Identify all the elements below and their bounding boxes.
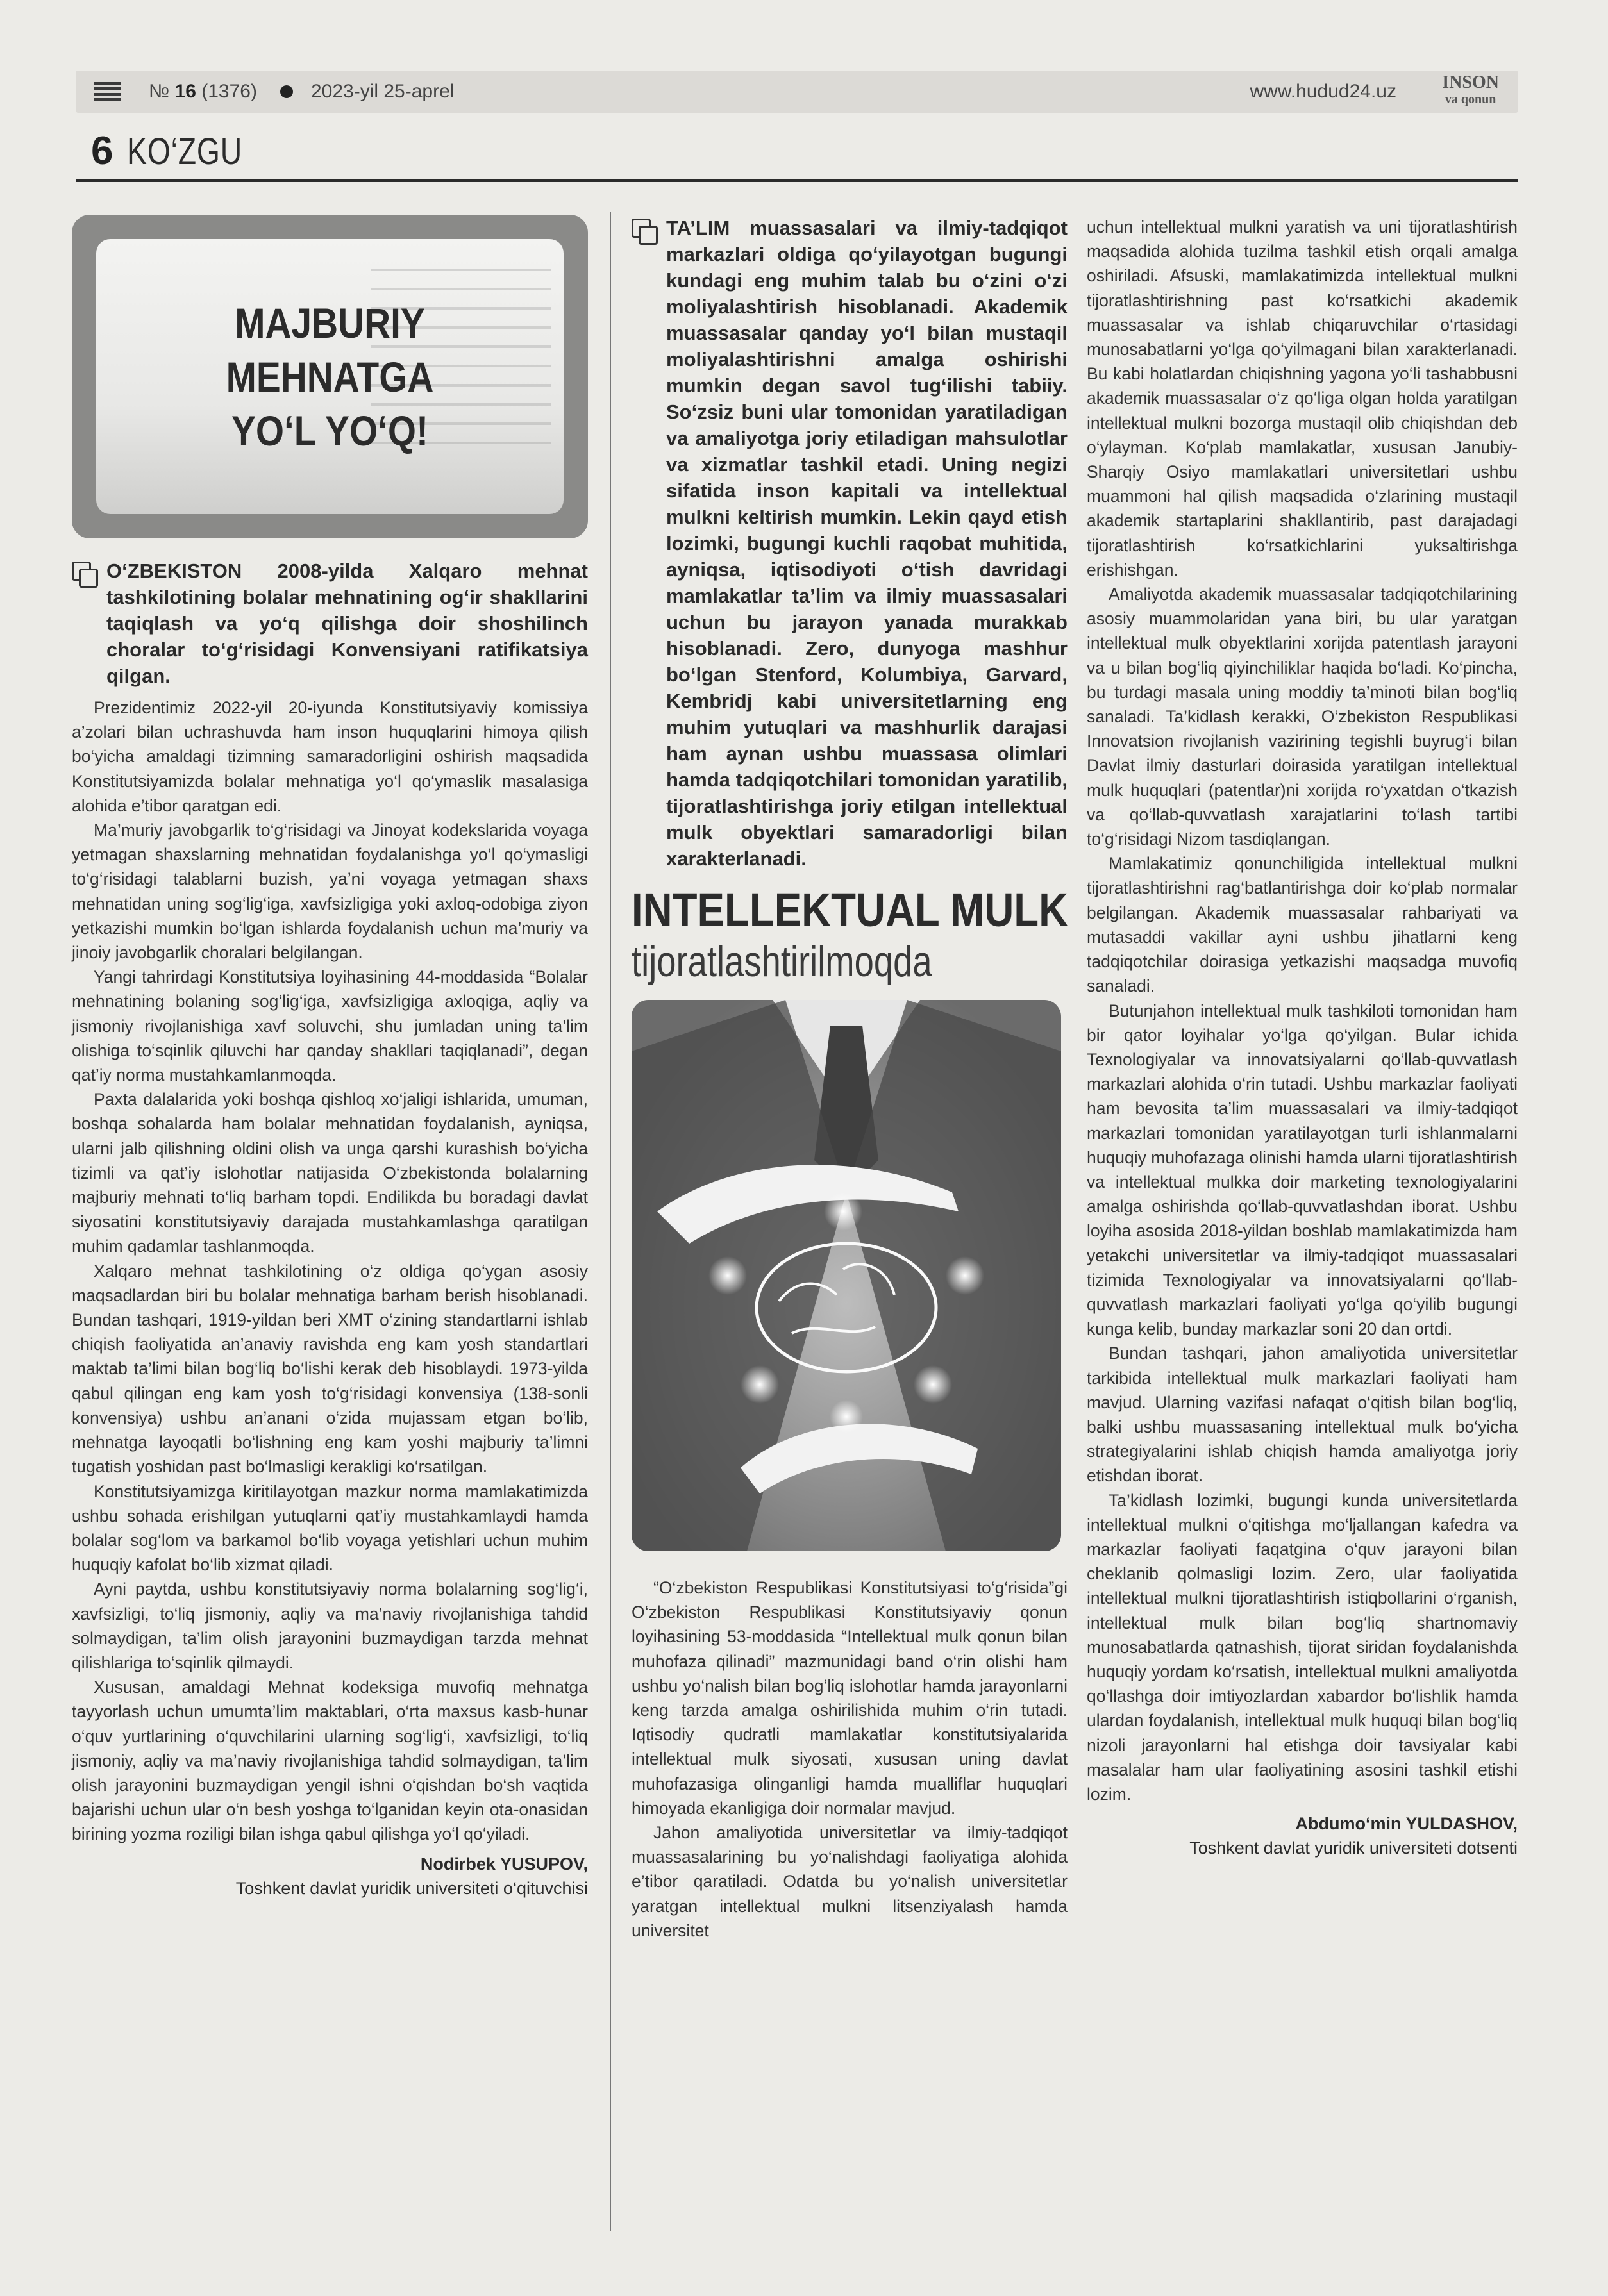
paragraph: Yangi tahrirdagi Konstitutsiya loyihasining 44-moddasida “Bolalar mehnatining bolaning sog‘lig‘iga, xavfsizligiga axloqiga, aqliy va jismoniy rivojlanishiga xavf soluvchi, shu jumladan uning ta’lim olishiga to‘sqinlik qiluvchi har qanday shakllari taqiqlanadi”, degan qat’iy norma mustahkamlanmoqda.: [72, 967, 588, 1085]
article-body: [72, 695, 588, 1847]
menu-icon[interactable]: [94, 82, 121, 101]
article-intellectual-property-continued: [1087, 215, 1518, 1860]
paragraph: “O‘zbekiston Respublikasi Konstitutsiyasi to‘g‘risida”gi O‘zbekiston Respublikasi Konstitutsiyaviy qonun loyihasining 53-moddasida “Intellektual mulk qonun bilan muhofaza qilinadi” mazmunidagi band o‘rin olishi ham ushbu yo‘nalish bilan bog‘liq islohotlar hamda jarayonlarni keng tarzda amalga oshirilishida muhim o‘rin tutadi. Iqtisodiy qudratli mamlakatlar konstitutsiyalarida intellektual mulk siyosati, xususan uning davlat muhofazasiga olinganligi hamda mualliflar huquqlari himoyada ekanligiga doir normalar mavjud.: [632, 1578, 1068, 1818]
paragraph: Prezidentimiz 2022-yil 20-iyunda Konstitutsiyaviy komissiya a’zolari bilan uchrashuvda ham inson huquqlarini himoya qilish bo‘yicha amaldagi tizimning samaradorligini oshirish maqsadida Konstitutsiyamizda bolalar mehnatiga yo‘l qo‘ymaslik masalasiga alohida e’tibor qaratgan edi.: [72, 698, 588, 815]
paragraph: Konstitutsiyamizga kiritilayotgan mazkur norma mamlakatimizda ushbu sohada erishilgan yutuqlarni qat’iy mustahkamlaydi hamda bolalar sog‘lom va barkamol bo‘lib voyaga yetishlari uchun muhim huquqiy kafolat bo‘lib xizmat qiladi.: [72, 1481, 588, 1575]
paragraph: uchun intellektual mulkni yaratish va uni tijoratlashtirish maqsadida alohida tuzilma tashkil etish orqali amalga oshiriladi. Afsuski, mamlakatimizda intellektual mulkni tijoratlashtirishning past ko‘rsatkichi akademik muassasalar va ishlab chiqaruvchilar o‘rtasidagi munosabatlarni yo‘lga qo‘yilmagani bilan xarakterlanadi. Bu kabi holatlardan chiqishning yagona yo‘li tashabbusni akademik muassasalar o‘z qo‘liga olgan holda yaratilgan intellektual mulkni bozorga mustaqil olib chiqishdan deb o‘ylayman. Ko‘plab mamlakatlar, xususan Janubiy-Sharqiy Osiyo mamlakatlari universitetlari ushbu muammoni hal qilish maqsadida o‘zlarining mustaqil akademik startaplarini shakllantirib, past darajadagi tijoratlashtirish ko‘rsatkichlarini yuksaltirishga erishishgan.: [1087, 217, 1518, 579]
website-link[interactable]: www.hudud24.uz: [1250, 81, 1396, 102]
section-name: KO‘ZGU: [127, 131, 243, 172]
paragraph: Xalqaro mehnat tashkilotining o‘z oldiga qo‘ygan asosiy maqsadlardan biri bu bolalar mehnatiga barham berish hisoblanadi. Bundan tashqari, 1919-yildan beri XMT o‘zining standartlarni ishlab chiqish faoliyatida an’anaviy ravishda eng kam yosh standartlari maktab ta’limi bilan bog‘liq bo‘lishi kerak deb hisoblaydi. 1973-yilda qabul qilingan eng kam yosh to‘g‘risidagi konvensiya (138-sonli konvensiya) ushbu an’anani o‘zida mujassam etgan bo‘lib, mehnatga layoqatli bo‘lishning eng kam yoshi majburiy ta’limni tugatish yoshidan past bo‘lmasligi kerakligi ko‘rsatilgan.: [72, 1261, 588, 1477]
paragraph: Ta’kidlash lozimki, bugungi kunda universitetlarda intellektual mulkni o‘qitishga mo‘ljallangan kafedra va markazlar faoliyati faqatgina o‘quv jarayoni bilan cheklanib qolmasligi lozim. Zero, ular faoliyatida intellektual mulkni tijoratlashtirish istiqbollarini o‘rganish, intellektual mulk bilan bog‘liq shartnomaviy munosabatlarda qatnashish, tijorat siridan foydalanishda huquqiy yordam ko‘rsatish, intellektual mulkni amaliyotda qo‘llashga doir imtiyozlardan xabardor bo‘lishlik hamda ulardan foydalanish, intellektual mulk huquqi bilan bog‘liq nizoli jarayonlarni hal etishga doir tavsiyalar kabi masalalar ham ular faoliyatining asosini tashkil etishi lozim.: [1087, 1490, 1518, 1804]
paragraph: Paxta dalalarida yoki boshqa qishloq xo‘jaligi ishlarida, umuman, boshqa sohalarda ham bolalar mehnatidan foydalanish, ayniqsa, ularni jalb qilishning oldini olish va unga qarshi kurashish bo‘yicha tizimli va qat’iy islohotlar natijasida O‘zbekistonda bolalarning majburiy mehnati to‘liq barham topdi. Endilikda bu boradagi davlat siyosatini konstitutsiyaviy darajada mustahkamlashga qaratilgan muhim qadamlar tashlanmoqda.: [72, 1090, 588, 1256]
brain-hands-photo: [632, 1000, 1061, 1551]
article-title: INTELLEKTUAL MULK: [632, 883, 1069, 936]
paragraph: Butunjahon intellektual mulk tashkiloti tomonidan ham bir qator loyihalar yo‘lga qo‘yilgan. Bular ichida Texnologiyalar va innovatsiyalarni qo‘llab-quvvatlash markazlari alohida o‘rin tutadi. Ushbu markazlar faoliyati ham bevosita ta’lim muassasalari va ilmiy-tadqiqot markazlari tomonidan yaratilayotgan turli ishlanmalarni huquqiy muhofazaga olinishi hamda ularni tijoratlashtirish va intellektual mulkka doir marketing texnologiyalarini amalga oshirishda qo‘llab-quvvatlashdan iborat. Ushbu loyiha asosida 2018-yildan boshlab mamlakatimizda ham yetakchi universitetlar va ilmiy-tadqiqot muassasalari tizimida Texnologiyalar va innovatsiyalarni qo‘llab-quvvatlash markazlari faoliyati yo‘lga qo‘yilib bugungi kunga kelib, bunday markazlar soni 20 dan ortdi.: [1087, 1001, 1518, 1339]
page-number: 6: [91, 129, 113, 173]
section-header: [91, 128, 272, 174]
headline-banner: [72, 215, 588, 538]
author-signature: Abdumo‘min YULDASHOV, Toshkent davlat yuridik universiteti dotsenti: [1189, 1814, 1518, 1858]
article-forced-labor: [72, 215, 588, 1901]
column-divider: [610, 212, 611, 2231]
issue-number: № 16 (1376): [149, 81, 257, 102]
separator-dot: [280, 85, 293, 98]
masthead-bar: [76, 71, 1518, 113]
paragraph: Ayni paytda, ushbu konstitutsiyaviy norma bolalarning sog‘lig‘i, xavfsizligi, to‘liq jismoniy, aqliy va ma’naviy rivojlanishiga tahdid solmaydigan, ta’lim olish jarayonini buzmaydigan tarzda mehnat qilishlariga to‘sqinlik qilmaydi.: [72, 1579, 588, 1672]
newspaper-logo: INSON va qonun: [1442, 72, 1499, 106]
article-body: [632, 1576, 1068, 1943]
article-lead: TA’LIM muassasalari va ilmiy-tadqiqot markazlari oldiga qo‘yilayotgan bugungi kundagi eng muhim talab bu o‘zini o‘zi moliyalashtirish hisoblanadi. Akademik muassasalar qanday yo‘l bilan mustaqil moliyalashtirishni amalga oshirishi mumkin degan savol tug‘ilishi tabiiy. So‘zsiz buni ular tomonidan yaratiladigan va amaliyotga joriy etiladigan mahsulotlar va xizmatlar tashkil etadi. Uning negizi sifatida inson kapitali va intellektual mulkni keltirish mumkin. Lekin qayd etish lozimki, bugungi kuchli raqobat muhitida, ayniqsa, iqtisodiyoti o‘tish davridagi mamlakatlar ta’lim va ilmiy muassasalari uchun bu jarayon yanada murakkab hisoblanadi. Zero, dunyoga mashhur bo‘lgan Stenford, Kolumbiya, Garvard, Kembridj kabi universitetlarning eng muhim yutuqlari va mashhurlik darajasi ham aynan ushbu muassasa olimlari hamda tadqiqotchilari tomonidan yaratilib, tijoratlashtirishga joriy etilgan intellektual mulk obyektlari samaradorligi bilan xarakterlanadi.: [632, 215, 1068, 872]
issue-date: 2023-yil 25-aprel: [310, 81, 455, 102]
paragraph: Bundan tashqari, jahon amaliyotida universitetlar tarkibida intellektual mulk markazlari faoliyati ham mavjud. Ularning vazifasi nafaqat o‘qitish bilan bog‘liq, balki ushbu muassasaning intellektual mulk bo‘yicha strategiyalarini ishlab chiqish hamda amaliyotga joriy etishdan iborat.: [1087, 1343, 1518, 1486]
article-subtitle: tijoratlashtirilmoqda: [632, 937, 932, 986]
paragraph: Mamlakatimiz qonunchiligida intellektual mulkni tijoratlashtirishni rag‘batlantirishga doir ko‘plab normalar belgilangan. Akademik muassasalar rahbariyati va mutasaddi vakillar ayni ushbu jihatlarni keng tadqiqotchilar doirasiga yetkazishi maqsadga muvofiq sanaladi.: [1087, 854, 1518, 996]
paragraph: Ma’muriy javobgarlik to‘g‘risidagi va Jinoyat kodekslarida voyaga yetmagan shaxslarning mehnatidan foydalanishga yo‘l qo‘ymasligi to‘g‘risidagi talablarni buzish, ya’ni voyaga yetmagan shaxs mehnatidan uning sog‘lig‘iga, xavfsizligiga yoki axloq-odobiga ziyon yetkazishi mumkin bo‘lgan ishlarda foydalanish uchun ma’muriy va jinoiy javobgarlik choralari belgilangan.: [72, 820, 588, 963]
author-signature: Nodirbek YUSUPOV, Toshkent davlat yuridik universiteti o‘qituvchisi: [235, 1854, 588, 1898]
article-intellectual-property: [632, 215, 1068, 1943]
headline: MAJBURIY MEHNATGA YO‘L YO‘Q!: [226, 299, 434, 454]
article-lead: O‘ZBEKISTON 2008-yilda Xalqaro mehnat tashkilotining bolalar mehnatining og‘ir shakllarini taqiqlash va yo‘q qilishga doir shoshilinch choralar to‘g‘risidagi Konvensiyani ratifikatsiya qilgan.: [72, 558, 588, 689]
copy-icon: [72, 562, 96, 586]
paragraph: Jahon amaliyotida universitetlar va ilmiy-tadqiqot muassasalarining bu yo‘nalishdagi faoliyatiga alohida e’tibor qaratiladi. Odatda bu yo‘nalish universitetlar yaratgan intellektual mulkni litsenziyalash hamda universitet: [632, 1823, 1068, 1940]
article-body: [1087, 215, 1518, 1806]
copy-icon: [632, 219, 656, 243]
paragraph: Amaliyotda akademik muassasalar tadqiqotchilarining asosiy muammolaridan yana biri, bu ular yaratgan intellektual mulk obyektlarini xorijda patentlash jarayoni va u bilan bog‘liq qiyinchiliklar haqida bo‘ladi. Ko‘pincha, bu turdagi masala uning moddiy ta’minoti bilan bog‘liq sanaladi. Ta’kidlash kerakki, O‘zbekiston Respublikasi Innovatsion rivojlanish vazirining tegishli buyrug‘i bilan Davlat ilmiy dasturlari doirasida yaratilgan intellektual mulk huquqlari (patentlar)ni xorijda ro‘yxatdan o‘tkazish va qo‘llab-quvvatlash xarajatlarini to‘lash tartibi to‘g‘risidagi Nizom tasdiqlangan.: [1087, 585, 1518, 849]
paragraph: Xususan, amaldagi Mehnat kodeksiga muvofiq mehnatga tayyorlash uchun umumta’lim maktablari, o‘rta maxsus kasb-hunar o‘quv yurtlarining o‘quvchilarini ularning sog‘lig‘i, xavfsizligi, to‘liq jismoniy, aqliy va ma’naviy rivojlanishiga tahdid solmaydigan, ta’lim olish jarayonini buzmaydigan yengil ishni o‘qishdan bo‘sh vaqtida bajarishi uchun ular o‘n besh yoshga to‘lganidan keyin ota-onasidan birining yozma roziligi bilan ishga qabul qilishga yo‘l qo‘yiladi.: [72, 1677, 588, 1844]
header-rule: [76, 179, 1518, 182]
